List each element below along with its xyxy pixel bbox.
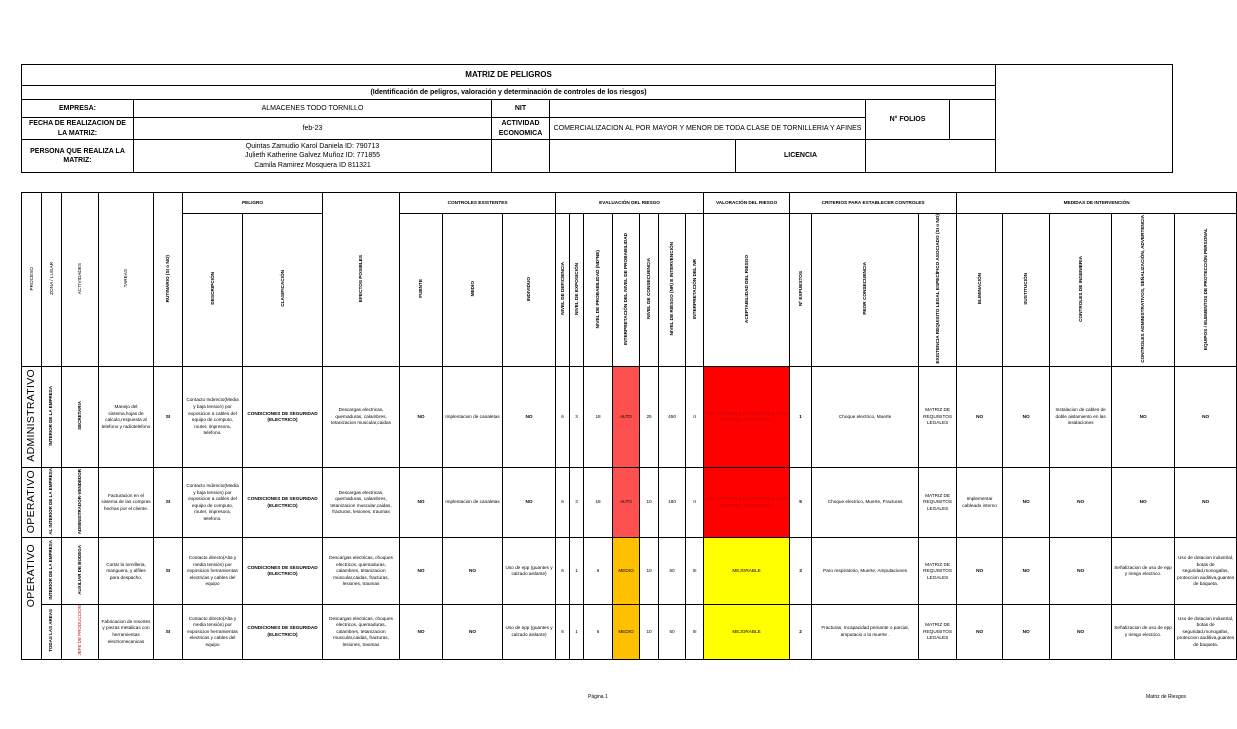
group-criterios: CRITERIOS PARA ESTABLECER CONTROLES [790, 193, 957, 214]
epp-cell: Uso de dotacion industrial, botas de seguridad,monogafas, proteccion auditiva,guantes de baqueta. [1175, 538, 1237, 605]
col-individuo: INDIVIDUO [503, 214, 556, 367]
efectos-cell: Descargas electricas, choques electricos, quemaduras, calambres, tetanizacion muscular,caidas, fracturas, lesiones, traumas [323, 605, 400, 659]
nr-cell: 60 [659, 605, 686, 659]
interp-nr-cell: II [686, 468, 704, 538]
expuestos-cell: 3 [790, 538, 812, 605]
persona-blank [492, 140, 550, 173]
persona-line: Julieth Katherine Galvez Muñoz ID: 771855 [244, 152, 381, 160]
administrativos-cell: NO [1112, 367, 1175, 468]
col-np: NIVEL DE PROBABILIDAD (ND*NE) [584, 214, 613, 367]
aceptabilidad-cell: MEJORABLE [704, 605, 790, 659]
group-medidas: MEDIDAS DE INTERVENCIÓN [957, 193, 1237, 214]
matrix-title: MATRIZ DE PELIGROS [22, 65, 996, 86]
document-name: Matriz de Riesgos [1146, 694, 1187, 700]
interp-np-cell: ALTO [613, 367, 640, 468]
requisito-cell: MATRIZ DE REQUISITOS LEGALES [919, 605, 957, 659]
ingenieria-cell: NO [1050, 468, 1112, 538]
individuo-cell: NO [503, 367, 556, 468]
logo-cell [996, 65, 1173, 173]
nd-cell: 6 [556, 367, 570, 468]
col-sustitucion: SUSTITUCIÓN [1003, 214, 1050, 367]
rutinario-cell: SI [154, 538, 183, 605]
col-proceso: PROCESO [22, 193, 42, 367]
efectos-cell: Descargas electricas, choques electricos, quemaduras, calambres, tetanizacion muscular,caidas, fracturas, lesiones, traumas [323, 538, 400, 605]
ingenieria-cell: NO [1050, 538, 1112, 605]
nc-cell: 25 [640, 367, 659, 468]
col-eliminacion: ELIMINACIÓN [957, 214, 1003, 367]
matrix-subtitle: (Identificación de peligros, valoración y determinación de controles de los riesgos) [22, 86, 996, 100]
col-descripcion: DESCRIPCIÓN [183, 214, 243, 367]
aceptabilidad-cell: NO ACEPTABLE O ACEPTABLE CON CONTROL ESPECIFICO [704, 367, 790, 468]
actividad-cell: ADMINISTRADOR-VENDEDOR [62, 468, 99, 538]
np-cell: 18 [584, 468, 613, 538]
descripcion-cell: Contacto Indirecto(Media y baja tension) por exposicion a cables del equipo de computo, router, impresora, telefono. [183, 468, 243, 538]
descripcion-cell: Contacto directo(Alta y media tensión) por exposicion herramientas electricas y cables del equipo [183, 538, 243, 605]
proceso-cell: OPERATIVO [22, 468, 42, 538]
peor-cell: Fracturas, Incapacidad pemante o parcial, amputacio o la muerte . [812, 605, 919, 659]
interp-nr-cell: III [686, 538, 704, 605]
nc-cell: 10 [640, 605, 659, 659]
efectos-cell: Descargas electricas, quemaduras, calambres, tetanizacion muscular,caidas [323, 367, 400, 468]
administrativos-cell: NO [1112, 468, 1175, 538]
actividad-label: ACTIVIDAD ECONOMICA [492, 118, 550, 140]
tarea-cell: Cortar la tornilleria, manguera, y alfiles para despacho. [99, 538, 154, 605]
interp-nr-cell: II [686, 367, 704, 468]
nc-cell: 10 [640, 538, 659, 605]
col-medio: MEDIO [443, 214, 503, 367]
col-expuestos: Nº EXPUESTOS [790, 214, 812, 367]
clasificacion-cell: CONDICIONES DE SEGURIDAD (ELECTRICO) [243, 538, 323, 605]
clasificacion-cell: CONDICIONES DE SEGURIDAD (ELECTRICO) [243, 605, 323, 659]
fuente-cell: NO [400, 538, 443, 605]
persona-blank-2 [550, 140, 736, 173]
actividad-cell: AUXILIAR DE BODEGA [62, 538, 99, 605]
proceso-cell: ADMINISTRATIVO [22, 367, 42, 468]
col-ingenieria: CONTROLES DE INGENIERIA [1050, 214, 1112, 367]
peor-cell: Choque electrico, Muerte [812, 367, 919, 468]
table-row [22, 538, 1237, 605]
fuente-cell: NO [400, 367, 443, 468]
ne-cell: 1 [570, 538, 584, 605]
sustitucion-cell: NO [1003, 538, 1050, 605]
col-requisito: EXISTENCIA REQUISITO LEGAL ESPECÍFICO ASOCIADO (SI o NO) [919, 214, 957, 367]
col-efectos: EFECTOS POSIBLES [323, 193, 400, 367]
expuestos-cell: 5 [790, 468, 812, 538]
fecha-value: feb-23 [134, 118, 492, 140]
peor-cell: Choque electrico, Muerte, Fracturas [812, 468, 919, 538]
clasificacion-cell: CONDICIONES DE SEGURIDAD (ELECTRICO) [243, 367, 323, 468]
ne-cell: 3 [570, 367, 584, 468]
interp-np-cell: MEDIO [613, 538, 640, 605]
zona-cell: AL INTERIOR DE LA EMPRESA [42, 468, 62, 538]
eliminacion-cell: NO [957, 367, 1003, 468]
fuente-cell: NO [400, 468, 443, 538]
individuo-cell: Uso de epp (guantes y calzado aislante) [503, 538, 556, 605]
matrix-table [21, 192, 1237, 660]
epp-cell: NO [1175, 367, 1237, 468]
col-nr: NIVEL DE RIESGO (NR) E INTERVENCIÓN [659, 214, 686, 367]
group-valoracion: VALORACIÓN DEL RIESGO [704, 193, 790, 214]
administrativos-cell: Señalizacion de uso de epp y riesgo electrico. [1112, 538, 1175, 605]
ingenieria-cell: NO [1050, 605, 1112, 659]
administrativos-cell: Señalizacion de uso de epp y riesgo electrico. [1112, 605, 1175, 659]
col-interp-nr: INTERPRETACIÓN DEL NR [686, 214, 704, 367]
requisito-cell: MATRIZ DE REQUISITOS LEGALES [919, 367, 957, 468]
col-actividades: ACTIVIDADES [62, 193, 99, 367]
zona-cell: TODAS LAS AREAS [42, 605, 62, 659]
empresa-label: EMPRESA: [22, 100, 134, 118]
eliminacion-cell: NO [957, 538, 1003, 605]
persona-label: PERSONA QUE REALIZA LA MATRIZ: [22, 140, 134, 173]
epp-cell: Uso de dotacion industrial, botas de seguridad,monogafas, proteccion auditiva,guantes de baqueta. [1175, 605, 1237, 659]
tarea-cell: Fabricacion de resortes y piezas metalicas con herramientas electromecanicas [99, 605, 154, 659]
sustitucion-cell: NO [1003, 468, 1050, 538]
ne-cell: 3 [570, 468, 584, 538]
persona-line: Quintas Zamudio Karol Daniela ID: 790713 [245, 143, 380, 151]
col-fuente: FUENTE [400, 214, 443, 367]
nr-cell: 60 [659, 538, 686, 605]
sustitucion-cell: NO [1003, 605, 1050, 659]
medio-cell: Implentacion de canaletas [443, 367, 503, 468]
interp-np-cell: ALTO [613, 468, 640, 538]
proceso-cell: OPERATIVO [22, 538, 42, 659]
col-tareas: TAREAS [99, 193, 154, 367]
descripcion-cell: Contacto directo(Alta y media tensión) por exposicion herramientas electricas y cables del equipo [183, 605, 243, 659]
page-number: Página 1 [588, 694, 608, 700]
col-nd: NIVEL DE DEFICIENCIA [556, 214, 570, 367]
licencia-label: LICENCIA [736, 140, 866, 173]
empresa-value: ALMACENES TODO TORNILLO [134, 100, 492, 118]
licencia-value [866, 140, 996, 173]
nc-cell: 10 [640, 468, 659, 538]
aceptabilidad-cell: MEJORABLE [704, 538, 790, 605]
nr-cell: 450 [659, 367, 686, 468]
nd-cell: 6 [556, 605, 570, 659]
expuestos-cell: 1 [790, 367, 812, 468]
interp-np-cell: MEDIO [613, 605, 640, 659]
group-peligro: PELIGRO [183, 193, 323, 214]
zona-cell: INTERIOR DE LA EMPRESA [42, 538, 62, 605]
header-table [21, 64, 1173, 173]
col-zona: ZONA / LUGAR [42, 193, 62, 367]
table-row [22, 367, 1237, 468]
table-row [22, 605, 1237, 659]
col-clasificacion: CLASIFICACIÓN [243, 214, 323, 367]
tarea-cell: Facturacion en el sistema de las compras hechas por el cliente. [99, 468, 154, 538]
peor-cell: Paro respiratorio, Muerte, Amputaciones [812, 538, 919, 605]
actividad-cell: SECRETARIA [62, 367, 99, 468]
np-cell: 18 [584, 367, 613, 468]
nd-cell: 6 [556, 468, 570, 538]
ingenieria-cell: Instalacion de cables de doble aislamiento en las insalaciones [1050, 367, 1112, 468]
col-rutinario: RUTINARIO (SI o NO) [154, 193, 183, 367]
tarea-cell: Manejo del sistema,hojas de calculo,respuesta al telefono y radiotelefono [99, 367, 154, 468]
requisito-cell: MATRIZ DE REQUISITOS LEGALES [919, 468, 957, 538]
np-cell: 6 [584, 605, 613, 659]
clasificacion-cell: CONDICIONES DE SEGURIDAD (ELECTRICO) [243, 468, 323, 538]
table-row [22, 468, 1237, 538]
aceptabilidad-cell: NO ACEPTABLE O ACEPTABLE CON CONTROL ESPECIFICO [704, 468, 790, 538]
fecha-label: FECHA DE REALIZACION DE LA MATRIZ: [22, 118, 134, 140]
nr-cell: 180 [659, 468, 686, 538]
rutinario-cell: SI [154, 367, 183, 468]
medio-cell: NO [443, 538, 503, 605]
medio-cell: Implentacion de canaletas [443, 468, 503, 538]
epp-cell: NO [1175, 468, 1237, 538]
nd-cell: 6 [556, 538, 570, 605]
individuo-cell: Uso de epp (guantes y calzado aislante) [503, 605, 556, 659]
expuestos-cell: 2 [790, 605, 812, 659]
actividad-value: COMERCIALIZACION AL POR MAYOR Y MENOR DE TODA CLASE DE TORNILLERIA Y AFINES [550, 118, 866, 140]
eliminacion-cell: NO [957, 605, 1003, 659]
group-evaluacion: EVALUACIÓN DEL RIESGO [556, 193, 704, 214]
col-interp-np: INTERPRETACIÓN DEL NIVEL DE PROBABILIDAD [613, 214, 640, 367]
folios-label: N° FOLIOS [866, 100, 950, 140]
eliminacion-cell: Implementar cableado interno [957, 468, 1003, 538]
zona-cell: INTERIOR DE LA EMPRESA [42, 367, 62, 468]
interp-nr-cell: III [686, 605, 704, 659]
nit-value [550, 100, 866, 118]
efectos-cell: Descargas electricas, quemaduras, calambres, tetanizacion muscular,caidas, fracturas, lesiones, traumas [323, 468, 400, 538]
persona-value [134, 140, 492, 173]
sustitucion-cell: NO [1003, 367, 1050, 468]
fuente-cell: NO [400, 605, 443, 659]
col-aceptabilidad: ACEPTABILIDAD DEL RIESGO [704, 214, 790, 367]
col-administrativos: CONTROLES ADMINISTRATIVOS, SEÑALIZACIÓN, ADVERTENCIA [1112, 214, 1175, 367]
col-nc: NIVEL DE CONSECUENCIA [640, 214, 659, 367]
ne-cell: 1 [570, 605, 584, 659]
col-epp: EQUIPOS / ELEMENTOS DE PROTECCIÓN PERSONAL [1175, 214, 1237, 367]
actividad-cell: JEFE DE PRODUCCION [62, 605, 99, 659]
nit-label: NIT [492, 100, 550, 118]
rutinario-cell: SI [154, 468, 183, 538]
rutinario-cell: SI [154, 605, 183, 659]
medio-cell: NO [443, 605, 503, 659]
folios-value [950, 100, 996, 140]
np-cell: 6 [584, 538, 613, 605]
descripcion-cell: Contacto Indirecto(Media y baja tension) por exposicion a cables del equipo de computo, router, impresora, telefono. [183, 367, 243, 468]
col-peor: PEOR CONSECUENCIA [812, 214, 919, 367]
col-ne: NIVEL DE EXPOSICIÓN [570, 214, 584, 367]
requisito-cell: MATRIZ DE REQUISITOS LEGALES [919, 538, 957, 605]
group-controles: CONTROLES EXISTENTES [400, 193, 556, 214]
individuo-cell: NO [503, 468, 556, 538]
persona-line: Camila Ramirez Mosquera ID 811321 [254, 161, 371, 169]
